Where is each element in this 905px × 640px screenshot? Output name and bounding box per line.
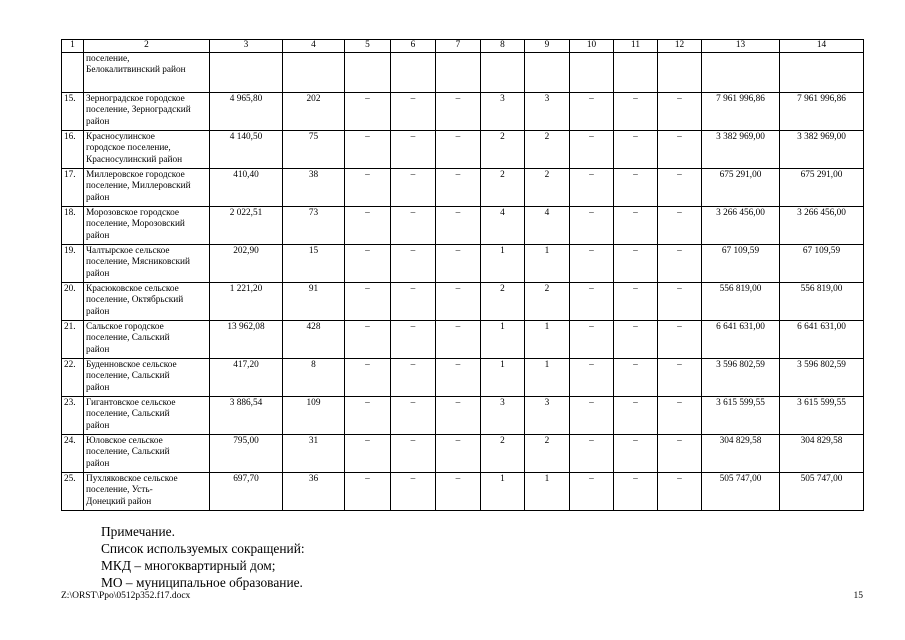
header-cell: 4 <box>283 40 345 53</box>
value-cell-c4: 202 <box>283 93 345 131</box>
value-cell-c10: – <box>570 131 614 169</box>
name-line: городское поселение, <box>86 143 171 154</box>
empty-cell <box>614 53 658 93</box>
header-cell: 2 <box>84 40 210 53</box>
value-cell-c3: 795,00 <box>210 435 283 473</box>
municipality-name-cell <box>84 359 210 397</box>
header-cell: 1 <box>62 40 84 53</box>
municipality-name-cell <box>84 397 210 435</box>
empty-cell <box>780 53 864 93</box>
value-cell-c11: – <box>614 397 658 435</box>
value-cell-c3: 2 022,51 <box>210 207 283 245</box>
name-line: поселение, Зерноградский <box>86 105 191 116</box>
value-cell-c14: 3 615 599,55 <box>780 397 864 435</box>
value-cell-c11: – <box>614 359 658 397</box>
value-cell-c11: – <box>614 93 658 131</box>
value-cell-c14: 304 829,58 <box>780 435 864 473</box>
name-line: Морозовское городское <box>86 208 180 218</box>
value-cell-c9: 3 <box>525 93 570 131</box>
value-cell-c8: 3 <box>481 397 525 435</box>
municipality-name-cell <box>84 473 210 511</box>
value-cell-c11: – <box>614 321 658 359</box>
value-cell-c6: – <box>391 321 436 359</box>
value-cell-c7: – <box>436 283 481 321</box>
header-cell: 6 <box>391 40 436 53</box>
municipality-name-cell <box>84 321 210 359</box>
value-cell-c12: – <box>658 321 702 359</box>
value-cell-c9: 2 <box>525 169 570 207</box>
empty-cell <box>436 53 481 93</box>
file-path: Z:\ORST\Ppo\0512p352.f17.docx <box>61 591 191 601</box>
name-line: район <box>86 268 110 279</box>
table-row <box>62 131 864 169</box>
name-line: район <box>86 230 110 241</box>
value-cell-c12: – <box>658 131 702 169</box>
value-cell-c12: – <box>658 397 702 435</box>
value-cell-c5: – <box>345 473 391 511</box>
value-cell-c3: 417,20 <box>210 359 283 397</box>
name-line: Чалтырское сельское <box>86 246 170 256</box>
value-cell-c10: – <box>570 207 614 245</box>
value-cell-c10: – <box>570 321 614 359</box>
header-cell: 9 <box>525 40 570 53</box>
value-cell-c14: 505 747,00 <box>780 473 864 511</box>
value-cell-c8: 4 <box>481 207 525 245</box>
table-row <box>62 169 864 207</box>
name-line: район <box>86 192 110 203</box>
name-line: поселение, Сальский <box>86 409 170 420</box>
value-cell-c3: 410,40 <box>210 169 283 207</box>
header-cell: 13 <box>702 40 780 53</box>
name-line: Юловское сельское <box>86 436 163 446</box>
value-cell-c3: 202,90 <box>210 245 283 283</box>
name-line: район <box>86 116 110 127</box>
value-cell-c9: 2 <box>525 283 570 321</box>
municipality-name-cell <box>84 131 210 169</box>
table-row <box>62 473 864 511</box>
empty-cell <box>481 53 525 93</box>
name-line: поселение, Усть- <box>86 485 153 496</box>
value-cell-c6: – <box>391 435 436 473</box>
row-number-cell: 18. <box>62 207 84 245</box>
name-line: Гигантовское сельское <box>86 398 176 408</box>
value-cell-c4: 8 <box>283 359 345 397</box>
row-number-cell: 25. <box>62 473 84 511</box>
value-cell-c5: – <box>345 359 391 397</box>
name-line: Донецкий район <box>86 496 152 507</box>
value-cell-c7: – <box>436 169 481 207</box>
value-cell-c10: – <box>570 473 614 511</box>
value-cell-c7: – <box>436 245 481 283</box>
row-number-cell: 16. <box>62 131 84 169</box>
value-cell-c4: 428 <box>283 321 345 359</box>
value-cell-c3: 4 140,50 <box>210 131 283 169</box>
value-cell-c8: 3 <box>481 93 525 131</box>
row-number-cell: 22. <box>62 359 84 397</box>
value-cell-c4: 109 <box>283 397 345 435</box>
value-cell-c10: – <box>570 397 614 435</box>
value-cell-c8: 2 <box>481 283 525 321</box>
value-cell-c5: – <box>345 321 391 359</box>
note-heading: Примечание. <box>101 524 175 539</box>
header-cell: 7 <box>436 40 481 53</box>
value-cell-c10: – <box>570 435 614 473</box>
value-cell-c5: – <box>345 207 391 245</box>
value-cell-c14: 6 641 631,00 <box>780 321 864 359</box>
name-line: Миллеровское городское <box>86 170 185 180</box>
value-cell-c12: – <box>658 207 702 245</box>
value-cell-c14: 3 596 802,59 <box>780 359 864 397</box>
table-row <box>62 93 864 131</box>
value-cell-c5: – <box>345 131 391 169</box>
municipality-name-cell <box>84 245 210 283</box>
value-cell-c9: 4 <box>525 207 570 245</box>
value-cell-c11: – <box>614 435 658 473</box>
value-cell-c11: – <box>614 245 658 283</box>
value-cell-c14: 3 382 969,00 <box>780 131 864 169</box>
name-line: Буденновское сельское <box>86 360 177 370</box>
value-cell-c3: 697,70 <box>210 473 283 511</box>
value-cell-c8: 1 <box>481 359 525 397</box>
value-cell-c12: – <box>658 359 702 397</box>
row-number-cell: 15. <box>62 93 84 131</box>
table-row <box>62 207 864 245</box>
name-line: район <box>86 382 110 393</box>
name-line: район <box>86 344 110 355</box>
value-cell-c13: 67 109,59 <box>702 245 780 283</box>
value-cell-c4: 75 <box>283 131 345 169</box>
value-cell-c8: 2 <box>481 435 525 473</box>
row-number-cell <box>62 53 84 93</box>
value-cell-c8: 2 <box>481 131 525 169</box>
name-line: район <box>86 306 110 317</box>
name-line: поселение, Октябрьский <box>86 295 184 306</box>
municipality-name-cell <box>84 169 210 207</box>
header-cell: 8 <box>481 40 525 53</box>
abbreviation-mo: МО – муниципальное образование. <box>101 575 303 590</box>
value-cell-c5: – <box>345 397 391 435</box>
empty-cell <box>525 53 570 93</box>
value-cell-c13: 675 291,00 <box>702 169 780 207</box>
value-cell-c14: 675 291,00 <box>780 169 864 207</box>
municipality-name-cell <box>84 207 210 245</box>
value-cell-c11: – <box>614 473 658 511</box>
abbreviation-mkd: МКД – многоквартирный дом; <box>101 558 276 573</box>
row-number-cell: 21. <box>62 321 84 359</box>
value-cell-c5: – <box>345 283 391 321</box>
municipality-name-cell <box>84 435 210 473</box>
page-number: 15 <box>853 591 863 601</box>
row-number-cell: 23. <box>62 397 84 435</box>
value-cell-c7: – <box>436 131 481 169</box>
value-cell-c7: – <box>436 207 481 245</box>
value-cell-c7: – <box>436 321 481 359</box>
name-line: поселение, Сальский <box>86 333 170 344</box>
value-cell-c3: 13 962,08 <box>210 321 283 359</box>
value-cell-c10: – <box>570 359 614 397</box>
municipality-name-cell <box>84 93 210 131</box>
empty-cell <box>570 53 614 93</box>
value-cell-c10: – <box>570 93 614 131</box>
value-cell-c6: – <box>391 283 436 321</box>
value-cell-c7: – <box>436 473 481 511</box>
row-number-cell: 17. <box>62 169 84 207</box>
value-cell-c9: 2 <box>525 131 570 169</box>
value-cell-c4: 31 <box>283 435 345 473</box>
value-cell-c14: 67 109,59 <box>780 245 864 283</box>
value-cell-c13: 556 819,00 <box>702 283 780 321</box>
empty-cell <box>345 53 391 93</box>
value-cell-c11: – <box>614 169 658 207</box>
data-table <box>61 39 864 511</box>
header-cell: 14 <box>780 40 864 53</box>
empty-cell <box>210 53 283 93</box>
value-cell-c11: – <box>614 283 658 321</box>
value-cell-c9: 1 <box>525 359 570 397</box>
name-line: Красносулинское <box>86 132 155 142</box>
table-row <box>62 321 864 359</box>
value-cell-c7: – <box>436 397 481 435</box>
name-line: Красюковское сельское <box>86 284 179 294</box>
value-cell-c11: – <box>614 207 658 245</box>
value-cell-c13: 3 382 969,00 <box>702 131 780 169</box>
table-row <box>62 283 864 321</box>
value-cell-c7: – <box>436 359 481 397</box>
value-cell-c13: 6 641 631,00 <box>702 321 780 359</box>
value-cell-c5: – <box>345 93 391 131</box>
municipality-name-cell <box>84 53 210 93</box>
name-line: поселение, Мясниковский <box>86 257 190 268</box>
value-cell-c6: – <box>391 93 436 131</box>
row-number-cell: 20. <box>62 283 84 321</box>
value-cell-c12: – <box>658 169 702 207</box>
abbreviations-heading: Список используемых сокращений: <box>101 541 305 556</box>
value-cell-c8: 2 <box>481 169 525 207</box>
value-cell-c12: – <box>658 245 702 283</box>
value-cell-c4: 91 <box>283 283 345 321</box>
name-line: Зерноградское городское <box>86 94 185 104</box>
value-cell-c13: 304 829,58 <box>702 435 780 473</box>
value-cell-c9: 1 <box>525 473 570 511</box>
municipality-name-cell <box>84 283 210 321</box>
value-cell-c6: – <box>391 169 436 207</box>
table-row <box>62 397 864 435</box>
value-cell-c10: – <box>570 245 614 283</box>
value-cell-c3: 4 965,80 <box>210 93 283 131</box>
name-line: район <box>86 420 110 431</box>
value-cell-c12: – <box>658 283 702 321</box>
name-line: поселение, <box>86 54 130 64</box>
value-cell-c8: 1 <box>481 473 525 511</box>
row-number-cell: 19. <box>62 245 84 283</box>
empty-cell <box>658 53 702 93</box>
value-cell-c14: 7 961 996,86 <box>780 93 864 131</box>
value-cell-c13: 3 596 802,59 <box>702 359 780 397</box>
value-cell-c5: – <box>345 435 391 473</box>
value-cell-c14: 556 819,00 <box>780 283 864 321</box>
table-row <box>62 245 864 283</box>
value-cell-c8: 1 <box>481 321 525 359</box>
header-cell: 10 <box>570 40 614 53</box>
value-cell-c12: – <box>658 435 702 473</box>
empty-cell <box>283 53 345 93</box>
name-line: Красносулинский район <box>86 154 183 165</box>
value-cell-c7: – <box>436 93 481 131</box>
value-cell-c9: 3 <box>525 397 570 435</box>
value-cell-c12: – <box>658 473 702 511</box>
row-number-cell: 24. <box>62 435 84 473</box>
value-cell-c6: – <box>391 131 436 169</box>
header-cell: 11 <box>614 40 658 53</box>
empty-cell <box>702 53 780 93</box>
table-header-row <box>62 40 864 53</box>
value-cell-c6: – <box>391 473 436 511</box>
name-line: Белокалитвинский район <box>86 65 186 76</box>
header-cell: 3 <box>210 40 283 53</box>
value-cell-c5: – <box>345 245 391 283</box>
value-cell-c9: 1 <box>525 321 570 359</box>
value-cell-c8: 1 <box>481 245 525 283</box>
name-line: район <box>86 458 110 469</box>
value-cell-c13: 505 747,00 <box>702 473 780 511</box>
value-cell-c13: 7 961 996,86 <box>702 93 780 131</box>
value-cell-c5: – <box>345 169 391 207</box>
value-cell-c13: 3 266 456,00 <box>702 207 780 245</box>
value-cell-c4: 38 <box>283 169 345 207</box>
value-cell-c9: 1 <box>525 245 570 283</box>
table-row <box>62 435 864 473</box>
name-line: поселение, Сальский <box>86 447 170 458</box>
value-cell-c6: – <box>391 207 436 245</box>
value-cell-c3: 1 221,20 <box>210 283 283 321</box>
value-cell-c6: – <box>391 397 436 435</box>
value-cell-c13: 3 615 599,55 <box>702 397 780 435</box>
name-line: поселение, Миллеровский <box>86 181 191 192</box>
name-line: поселение, Морозовский <box>86 219 185 230</box>
header-cell: 12 <box>658 40 702 53</box>
name-line: поселение, Сальский <box>86 371 170 382</box>
value-cell-c4: 36 <box>283 473 345 511</box>
value-cell-c10: – <box>570 283 614 321</box>
value-cell-c6: – <box>391 359 436 397</box>
value-cell-c6: – <box>391 245 436 283</box>
value-cell-c4: 15 <box>283 245 345 283</box>
value-cell-c14: 3 266 456,00 <box>780 207 864 245</box>
value-cell-c10: – <box>570 169 614 207</box>
value-cell-c3: 3 886,54 <box>210 397 283 435</box>
value-cell-c11: – <box>614 131 658 169</box>
table-row <box>62 359 864 397</box>
value-cell-c7: – <box>436 435 481 473</box>
table-row-continuation <box>62 53 864 93</box>
header-cell: 5 <box>345 40 391 53</box>
name-line: Сальское городское <box>86 322 164 332</box>
name-line: Пухляковское сельское <box>86 474 178 484</box>
value-cell-c12: – <box>658 93 702 131</box>
empty-cell <box>391 53 436 93</box>
value-cell-c9: 2 <box>525 435 570 473</box>
value-cell-c4: 73 <box>283 207 345 245</box>
